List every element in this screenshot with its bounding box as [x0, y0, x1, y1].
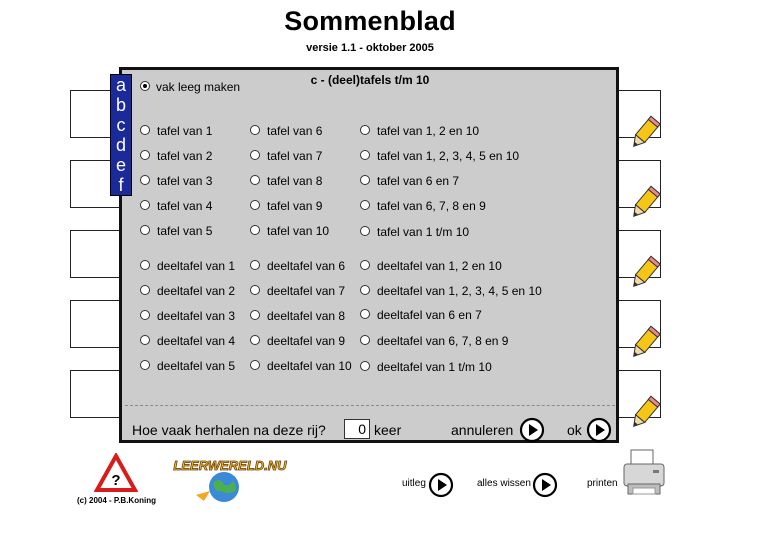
division-table-radio[interactable] — [140, 335, 150, 345]
sum-box-left-3[interactable] — [70, 230, 122, 278]
tab-a[interactable]: a — [115, 75, 126, 95]
tab-c[interactable]: c — [116, 115, 126, 135]
tab-b[interactable]: b — [115, 95, 126, 115]
printer-icon[interactable] — [621, 448, 667, 500]
division-table-option-label: deeltafel van 10 — [267, 359, 352, 373]
dialog-title: c - (deel)tafels t/m 10 — [310, 73, 430, 87]
division-table-option-label: deeltafel van 1, 2 en 10 — [377, 259, 502, 273]
table-radio[interactable] — [140, 225, 150, 235]
division-table-option-label: deeltafel van 6, 7, 8 en 9 — [377, 334, 509, 348]
table-option-label: tafel van 1, 2 en 10 — [377, 124, 480, 138]
table-radio[interactable] — [140, 200, 150, 210]
table-radio[interactable] — [360, 175, 370, 185]
division-table-option-label: deeltafel van 1 t/m 10 — [377, 360, 492, 374]
table-option-label: tafel van 1 t/m 10 — [377, 225, 470, 239]
table-option-label: tafel van 3 — [157, 174, 213, 188]
division-table-option-label: deeltafel van 7 — [267, 284, 346, 298]
division-table-option-label: deeltafel van 4 — [157, 334, 236, 348]
print-label: printen — [587, 478, 618, 489]
division-table-radio[interactable] — [140, 360, 150, 370]
table-option-label: tafel van 8 — [267, 174, 323, 188]
table-radio[interactable] — [250, 200, 260, 210]
tab-e[interactable]: e — [115, 155, 126, 175]
table-option-label: tafel van 1 — [157, 124, 213, 138]
page-title: Sommenblad — [284, 6, 456, 36]
pencil-icon[interactable] — [624, 324, 664, 364]
table-radio[interactable] — [250, 175, 260, 185]
division-table-radio[interactable] — [360, 260, 370, 270]
ok-label: ok — [567, 422, 582, 438]
table-radio[interactable] — [360, 125, 370, 135]
division-table-radio[interactable] — [140, 285, 150, 295]
sum-box-left-4[interactable] — [70, 300, 122, 348]
division-table-radio[interactable] — [360, 361, 370, 371]
table-radio[interactable] — [140, 125, 150, 135]
division-table-option-label: deeltafel van 6 — [267, 259, 346, 273]
warning-symbol: ? — [111, 472, 121, 489]
table-radio[interactable] — [140, 175, 150, 185]
clear-box-label: vak leeg maken — [156, 80, 241, 94]
table-option-label: tafel van 6, 7, 8 en 9 — [377, 199, 486, 213]
version-label: versie 1.1 - oktober 2005 — [306, 42, 434, 54]
division-table-option-label: deeltafel van 3 — [157, 309, 236, 323]
table-radio[interactable] — [360, 150, 370, 160]
leerwereld-logo[interactable] — [166, 455, 294, 505]
pencil-icon[interactable] — [624, 394, 664, 434]
division-table-radio[interactable] — [360, 335, 370, 345]
table-option-label: tafel van 2 — [157, 149, 213, 163]
warning-sign-icon[interactable] — [94, 453, 138, 493]
tab-f[interactable]: f — [118, 175, 124, 195]
table-radio[interactable] — [360, 200, 370, 210]
division-table-radio[interactable] — [250, 260, 260, 270]
pencil-icon[interactable] — [624, 114, 664, 154]
division-table-radio[interactable] — [360, 309, 370, 319]
division-table-option-label: deeltafel van 8 — [267, 309, 346, 323]
category-tabs — [110, 74, 132, 196]
table-option-label: tafel van 9 — [267, 199, 323, 213]
pencil-icon[interactable] — [624, 254, 664, 294]
repeat-unit-label: keer — [374, 422, 402, 438]
table-option-label: tafel van 6 — [267, 124, 323, 138]
division-table-option-label: deeltafel van 5 — [157, 359, 236, 373]
division-table-radio[interactable] — [140, 310, 150, 320]
clear-all-label: alles wissen — [477, 478, 531, 489]
table-radio[interactable] — [360, 226, 370, 236]
cancel-label: annuleren — [451, 422, 514, 438]
table-option-label: tafel van 5 — [157, 224, 213, 238]
help-button[interactable] — [428, 472, 454, 498]
divider — [125, 405, 615, 406]
division-table-radio[interactable] — [250, 285, 260, 295]
division-table-radio[interactable] — [360, 285, 370, 295]
table-option-label: tafel van 7 — [267, 149, 323, 163]
logo-text: LEERWERELD.NU — [173, 458, 287, 473]
division-table-option-label: deeltafel van 6 en 7 — [377, 308, 482, 322]
clear-all-button[interactable] — [532, 472, 558, 498]
division-table-option-label: deeltafel van 1 — [157, 259, 236, 273]
division-table-option-label: deeltafel van 2 — [157, 284, 236, 298]
table-radio[interactable] — [140, 150, 150, 160]
tab-d[interactable]: d — [115, 135, 126, 155]
repeat-count-input[interactable]: 0 — [344, 419, 370, 439]
division-table-radio[interactable] — [250, 310, 260, 320]
division-table-radio[interactable] — [250, 360, 260, 370]
division-table-option-label: deeltafel van 1, 2, 3, 4, 5 en 10 — [377, 284, 542, 298]
cancel-button[interactable] — [519, 417, 545, 443]
copyright-label: (c) 2004 - P.B.Koning — [77, 496, 156, 505]
table-radio[interactable] — [250, 150, 260, 160]
division-table-option-label: deeltafel van 9 — [267, 334, 346, 348]
sum-box-left-5[interactable] — [70, 370, 122, 418]
table-radio[interactable] — [250, 225, 260, 235]
repeat-label: Hoe vaak herhalen na deze rij? — [132, 422, 326, 438]
table-option-label: tafel van 10 — [267, 224, 330, 238]
table-radio[interactable] — [250, 125, 260, 135]
help-label: uitleg — [402, 478, 426, 489]
pencil-icon[interactable] — [624, 184, 664, 224]
table-option-label: tafel van 1, 2, 3, 4, 5 en 10 — [377, 149, 520, 163]
clear-box-radio[interactable] — [140, 81, 150, 91]
table-option-label: tafel van 6 en 7 — [377, 174, 460, 188]
table-option-label: tafel van 4 — [157, 199, 213, 213]
division-table-radio[interactable] — [250, 335, 260, 345]
division-table-radio[interactable] — [140, 260, 150, 270]
ok-button[interactable] — [586, 417, 612, 443]
